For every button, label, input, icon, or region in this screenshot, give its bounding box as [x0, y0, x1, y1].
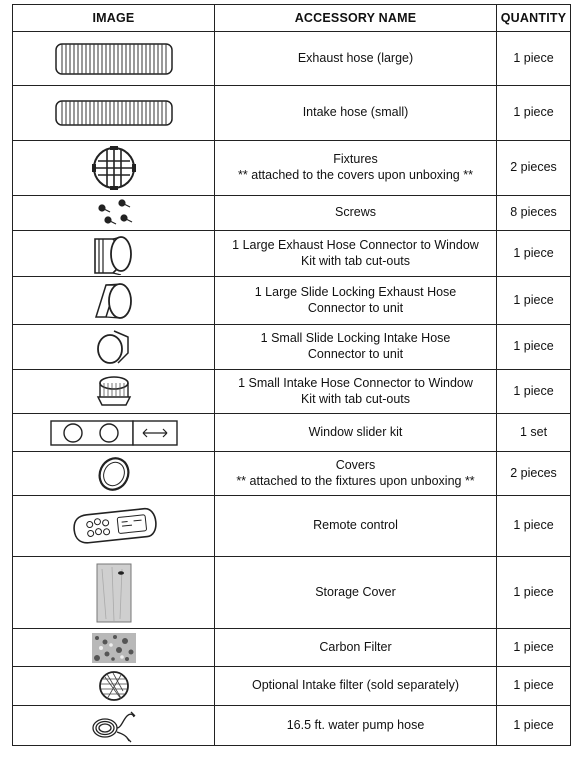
quantity-cell: 1 piece — [497, 370, 571, 414]
accessory-name: Remote control — [313, 518, 398, 533]
table-row — [13, 667, 571, 706]
exhaust-hose-large-icon — [54, 40, 174, 78]
image-cell — [13, 706, 215, 746]
accessory-name-line: Kit with tab cut-outs — [300, 253, 411, 268]
accessory-name: Storage Cover — [315, 584, 396, 599]
accessory-name-cell — [215, 706, 497, 746]
quantity-cell: 1 piece — [497, 325, 571, 370]
image-cell — [13, 496, 215, 557]
table-row — [13, 496, 571, 557]
large-slide-locking-connector-icon — [92, 279, 136, 323]
image-cell — [13, 557, 215, 629]
remote-control-icon — [68, 506, 160, 546]
image-cell — [13, 370, 215, 414]
table-row — [13, 325, 571, 370]
table-row — [13, 629, 571, 667]
accessory-name-cell — [215, 667, 497, 706]
table-row — [13, 557, 571, 629]
quantity-cell: 2 pieces — [497, 452, 571, 496]
accessory-name: Exhaust hose (large) — [297, 50, 414, 65]
header-image: IMAGE — [13, 5, 215, 32]
accessory-name-cell — [215, 452, 497, 496]
header-accessory-name: ACCESSORY NAME — [215, 5, 497, 32]
image-cell — [13, 277, 215, 325]
quantity-cell: 8 pieces — [497, 196, 571, 231]
fixture-grille-icon — [90, 144, 138, 192]
accessory-name-cell — [215, 32, 497, 86]
image-cell — [13, 325, 215, 370]
small-slide-locking-connector-icon — [94, 327, 134, 367]
quantity-cell: 2 pieces — [497, 141, 571, 196]
quantity-cell: 1 set — [497, 414, 571, 452]
quantity-cell: 1 piece — [497, 706, 571, 746]
quantity-cell: 1 piece — [497, 667, 571, 706]
image-cell — [13, 86, 215, 141]
header-quantity: QUANTITY — [497, 5, 571, 32]
accessory-name-cell — [215, 277, 497, 325]
accessory-name: Carbon Filter — [319, 639, 392, 654]
storage-cover-icon — [94, 561, 134, 625]
accessory-name-line: Connector to unit — [307, 347, 404, 361]
table-row — [13, 414, 571, 452]
accessory-name: Intake hose (small) — [302, 105, 409, 120]
table-row — [13, 32, 571, 86]
intake-hose-small-icon — [54, 96, 174, 130]
table-row — [13, 277, 571, 325]
accessory-name-line: 1 Small Intake Hose Connector to Window — [238, 375, 473, 390]
quantity-cell: 1 piece — [497, 86, 571, 141]
accessory-name-line: 1 Large Slide Locking Exhaust Hose — [254, 284, 457, 299]
quantity-cell: 1 piece — [497, 32, 571, 86]
accessory-table — [12, 4, 571, 746]
accessory-name: Window slider kit — [308, 424, 403, 439]
quantity-cell: 1 piece — [497, 557, 571, 629]
accessory-name: Optional Intake filter (sold separately) — [251, 678, 460, 693]
table-header-row — [13, 5, 571, 32]
image-cell — [13, 629, 215, 667]
table-row — [13, 141, 571, 196]
accessory-name-cell — [215, 414, 497, 452]
accessory-name-line: Connector to unit — [307, 300, 404, 315]
accessory-name-cell — [215, 141, 497, 196]
carbon-filter-icon — [91, 632, 137, 664]
accessory-note: ** attached to the covers upon unboxing ** — [238, 168, 473, 182]
accessory-name-cell — [215, 370, 497, 414]
table-row — [13, 706, 571, 746]
accessory-name-cell — [215, 325, 497, 370]
accessory-name-cell — [215, 496, 497, 557]
accessory-name: Covers — [335, 457, 376, 472]
image-cell — [13, 231, 215, 277]
quantity-cell: 1 piece — [497, 629, 571, 667]
image-cell — [13, 414, 215, 452]
quantity-cell: 1 piece — [497, 496, 571, 557]
window-slider-kit-icon — [49, 419, 179, 447]
accessory-name: 16.5 ft. water pump hose — [286, 717, 425, 732]
screws-icon — [94, 198, 134, 228]
accessory-name: Fixtures — [333, 152, 378, 167]
table-row — [13, 370, 571, 414]
image-cell — [13, 196, 215, 231]
image-cell — [13, 452, 215, 496]
accessory-name-line: 1 Small Slide Locking Intake Hose — [260, 331, 451, 346]
water-pump-hose-icon — [89, 708, 139, 744]
table-row — [13, 86, 571, 141]
accessory-name-cell — [215, 231, 497, 277]
quantity-cell: 1 piece — [497, 231, 571, 277]
table-row — [13, 196, 571, 231]
image-cell — [13, 32, 215, 86]
quantity-cell: 1 piece — [497, 277, 571, 325]
cover-cap-icon — [94, 455, 134, 493]
image-cell — [13, 667, 215, 706]
intake-filter-icon — [97, 669, 131, 703]
accessory-name-line: Kit with tab cut-outs — [300, 391, 411, 406]
image-cell — [13, 141, 215, 196]
table-row — [13, 231, 571, 277]
small-intake-connector-icon — [92, 373, 136, 411]
accessory-name-line: 1 Large Exhaust Hose Connector to Window — [232, 237, 479, 252]
accessory-name: Screws — [335, 205, 376, 220]
accessory-note: ** attached to the fixtures upon unboxing ** — [236, 473, 475, 488]
accessory-name-cell — [215, 629, 497, 667]
accessory-name-cell — [215, 557, 497, 629]
accessory-name-cell — [215, 86, 497, 141]
accessory-name-cell — [215, 196, 497, 231]
large-exhaust-connector-icon — [89, 233, 139, 275]
table-row — [13, 452, 571, 496]
